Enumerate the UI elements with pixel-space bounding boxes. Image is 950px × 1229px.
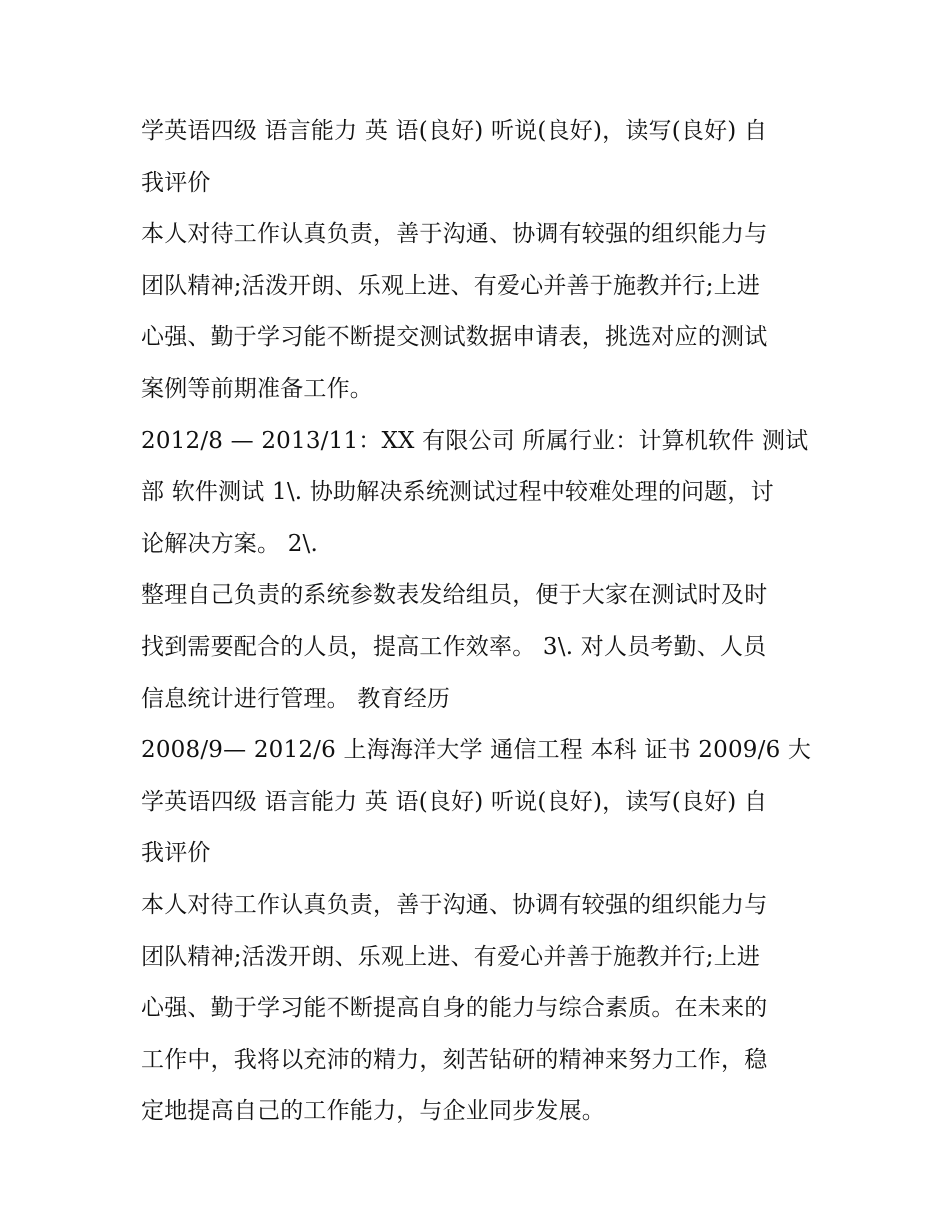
text-line: 团队精神;活泼开朗、乐观上进、有爱心并善于施教并行;上进 — [141, 272, 761, 299]
text-line: 心强、勤于学习能不断提高自身的能力与综合素质。在未来的 — [141, 995, 768, 1022]
text-line: 论解决方案。 2\. — [141, 530, 319, 557]
text-line: 2008/9— 2012/6 上海海洋大学 通信工程 本科 证书 2009/6 大 — [141, 737, 812, 764]
text-line: 本人对待工作认真负责，善于沟通、协调有较强的组织能力与 — [141, 221, 768, 248]
text-line: 团队精神;活泼开朗、乐观上进、有爱心并善于施教并行;上进 — [141, 943, 761, 970]
text-line: 找到需要配合的人员，提高工作效率。 3\. 对人员考勤、人员 — [141, 633, 767, 660]
text-line: 定地提高自己的工作能力，与企业同步发展。 — [141, 1098, 605, 1125]
text-line: 案例等前期准备工作。 — [141, 375, 373, 402]
text-line: 本人对待工作认真负责，善于沟通、协调有较强的组织能力与 — [141, 891, 768, 918]
text-line: 我评价 — [141, 840, 211, 867]
text-line: 信息统计进行管理。 教育经历 — [141, 685, 451, 712]
text-line: 学英语四级 语言能力 英 语(良好) 听说(良好)，读写(良好) 自 — [141, 788, 768, 815]
body-text — [141, 110, 821, 1142]
text-line: 学英语四级 语言能力 英 语(良好) 听说(良好)，读写(良好) 自 — [141, 118, 768, 144]
text-line: 2012/8 — 2013/11：XX 有限公司 所属行业：计算机软件 测试 — [141, 427, 809, 454]
text-line: 我评价 — [141, 169, 211, 196]
text-line: 心强、勤于学习能不断提交测试数据申请表，挑选对应的测试 — [141, 324, 768, 351]
text-line: 整理自己负责的系统参数表发给组员，便于大家在测试时及时 — [141, 582, 768, 609]
text-line: 工作中，我将以充沛的精力，刻苦钻研的精神来努力工作，稳 — [141, 1046, 768, 1073]
text-line: 部 软件测试 1\. 协助解决系统测试过程中较难处理的问题，讨 — [141, 479, 774, 506]
